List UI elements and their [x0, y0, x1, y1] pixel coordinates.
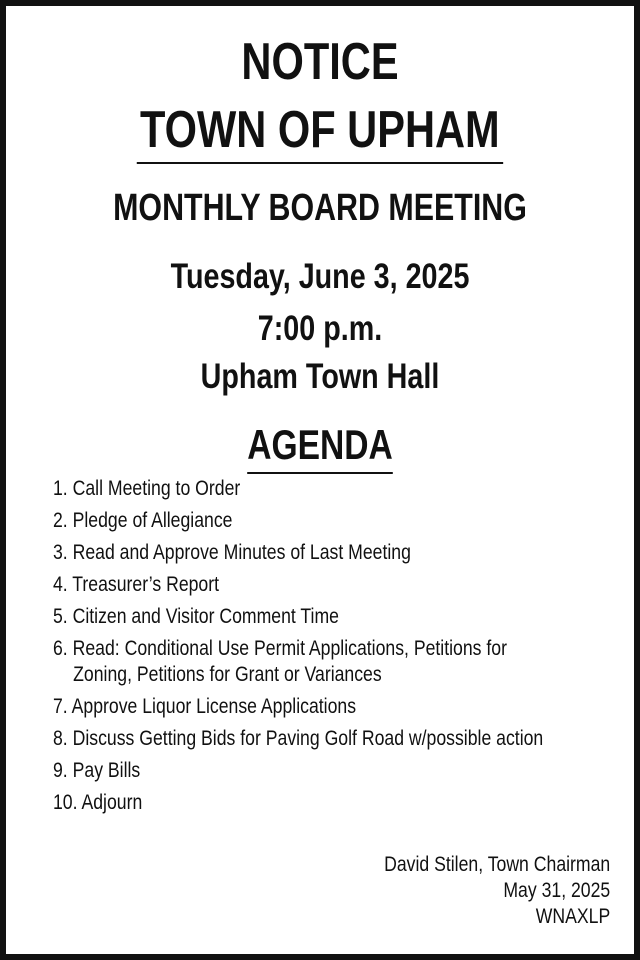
signature-name: David Stilen, Town Chairman [383, 853, 610, 876]
agenda-item-text: 8. Discuss Getting Bids for Paving Golf Road w/possible action [53, 727, 544, 750]
agenda-item-continuation: Zoning, Petitions for Grant or Variances [73, 663, 382, 686]
meeting-time: 7:00 p.m. [257, 309, 383, 348]
agenda-item-text: 5. Citizen and Visitor Comment Time [53, 605, 339, 628]
agenda-item [53, 540, 607, 566]
agenda-heading [0, 420, 640, 474]
signature-code: WNAXLP [535, 905, 610, 928]
agenda-item-text: 9. Pay Bills [53, 759, 141, 782]
agenda-item-text: 10. Adjourn [53, 791, 143, 814]
agenda-item [53, 508, 607, 534]
agenda-item-text: 7. Approve Liquor License Applications [53, 695, 357, 718]
meeting-type: MONTHLY BOARD MEETING [113, 187, 527, 229]
agenda-item-text: 2. Pledge of Allegiance [53, 509, 233, 532]
agenda-item [53, 476, 607, 502]
town-name [0, 100, 640, 164]
agenda-list [53, 476, 607, 822]
signature-date: May 31, 2025 [503, 879, 610, 902]
signature-block [384, 852, 610, 930]
agenda-item [53, 758, 607, 784]
agenda-item-text: 3. Read and Approve Minutes of Last Meeting [53, 541, 411, 564]
notice-title: NOTICE [241, 33, 399, 91]
agenda-item [53, 604, 607, 630]
town-name-text: TOWN OF UPHAM [137, 100, 503, 164]
agenda-item [53, 572, 607, 598]
agenda-item [53, 790, 607, 816]
meeting-date: Tuesday, June 3, 2025 [170, 257, 470, 296]
agenda-item [53, 694, 607, 720]
agenda-item [53, 726, 607, 752]
agenda-heading-text: AGENDA [247, 420, 393, 474]
agenda-item [53, 636, 607, 688]
agenda-item-text: 4. Treasurer’s Report [53, 573, 220, 596]
meeting-location: Upham Town Hall [200, 357, 440, 396]
agenda-item-text: 6. Read: Conditional Use Permit Applications, Petitions for [53, 637, 507, 660]
agenda-item-text: 1. Call Meeting to Order [53, 477, 241, 500]
